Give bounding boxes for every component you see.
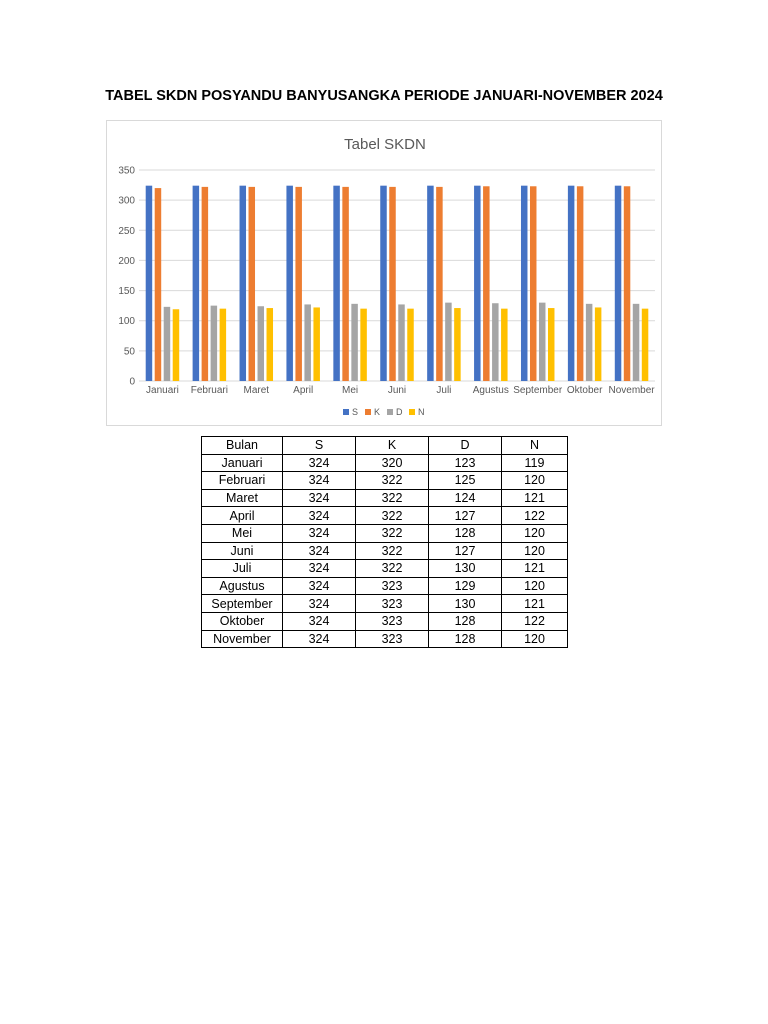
bar-k [483, 186, 490, 381]
table-header-row [202, 437, 568, 455]
table-cell: November [202, 630, 283, 648]
table-header-cell: Bulan [202, 437, 283, 455]
bar-k [295, 187, 302, 381]
table-cell: 324 [283, 507, 356, 525]
legend-label: S [352, 407, 359, 417]
x-tick-label: November [608, 385, 655, 396]
table-cell: 323 [356, 595, 429, 613]
table-cell: 120 [502, 524, 568, 542]
bar-k [530, 186, 537, 381]
table-cell: 130 [429, 560, 502, 578]
x-tick-label: Juni [387, 385, 407, 396]
bar-s [427, 186, 434, 381]
bar-s [474, 186, 481, 381]
table-cell: Februari [202, 472, 283, 490]
table-cell: 128 [429, 524, 502, 542]
x-tick-label: Agustus [472, 385, 509, 396]
table-cell: Maret [202, 489, 283, 507]
skdn-table [201, 436, 568, 648]
table-cell: Juni [202, 542, 283, 560]
table-cell: Juli [202, 560, 283, 578]
x-tick-label: April [293, 385, 314, 396]
table-cell: 322 [356, 542, 429, 560]
bar-d [633, 304, 640, 381]
table-cell: 323 [356, 577, 429, 595]
bar-d [492, 303, 499, 381]
table-cell: 324 [283, 454, 356, 472]
bar-n [407, 309, 414, 381]
table-cell: 322 [356, 524, 429, 542]
bar-d [539, 303, 546, 381]
table-row [202, 454, 568, 472]
x-tick-label: Juli [436, 385, 452, 396]
table-header-cell: N [502, 437, 568, 455]
table-cell: Januari [202, 454, 283, 472]
bar-n [501, 309, 508, 381]
bar-s [240, 186, 247, 381]
table-row [202, 560, 568, 578]
table-cell: 322 [356, 489, 429, 507]
bar-s [193, 186, 200, 381]
table-cell: April [202, 507, 283, 525]
table-cell: 322 [356, 472, 429, 490]
table-cell: 129 [429, 577, 502, 595]
table-cell: 120 [502, 577, 568, 595]
y-tick-label: 350 [118, 165, 135, 177]
table-row [202, 489, 568, 507]
bar-n [267, 308, 274, 381]
table-cell: Mei [202, 524, 283, 542]
bar-n [220, 309, 227, 381]
table-cell: 324 [283, 524, 356, 542]
bar-d [304, 304, 311, 381]
table-cell: 324 [283, 489, 356, 507]
y-tick-label: 0 [129, 376, 135, 388]
legend-label: D [396, 407, 403, 417]
bar-k [624, 186, 631, 381]
table-cell: 128 [429, 630, 502, 648]
table-cell: 122 [502, 612, 568, 630]
table-cell: 324 [283, 595, 356, 613]
legend-swatch [387, 409, 393, 415]
table-cell: September [202, 595, 283, 613]
bar-n [642, 309, 649, 381]
table-cell: 324 [283, 612, 356, 630]
y-tick-label: 100 [118, 316, 135, 328]
bar-s [333, 186, 340, 381]
table-header-cell: S [283, 437, 356, 455]
bar-n [360, 309, 367, 381]
bar-s [568, 186, 575, 381]
bar-k [389, 187, 396, 381]
table-cell: 127 [429, 507, 502, 525]
bar-s [615, 186, 622, 381]
table-cell: 121 [502, 595, 568, 613]
bar-k [202, 187, 209, 381]
table-cell: 120 [502, 542, 568, 560]
y-tick-label: 300 [118, 195, 135, 207]
table-cell: 324 [283, 630, 356, 648]
bar-n [173, 309, 180, 381]
table-row [202, 577, 568, 595]
table-row [202, 507, 568, 525]
bar-s [286, 186, 293, 381]
bar-n [313, 307, 320, 381]
table-cell: Agustus [202, 577, 283, 595]
y-tick-label: 150 [118, 286, 135, 298]
table-cell: 322 [356, 560, 429, 578]
bar-d [351, 304, 358, 381]
bar-k [249, 187, 256, 381]
table-row [202, 472, 568, 490]
bar-n [454, 308, 461, 381]
x-tick-label: Maret [243, 385, 270, 396]
legend-label: K [374, 407, 381, 417]
document-title: TABEL SKDN POSYANDU BANYUSANGKA PERIODE JANUARI-NOVEMBER 2024 [105, 88, 663, 104]
x-tick-label: Januari [146, 385, 179, 396]
table-row [202, 595, 568, 613]
bar-d [211, 306, 218, 381]
y-tick-label: 200 [118, 255, 135, 267]
legend-swatch [365, 409, 371, 415]
x-tick-label: Mei [342, 385, 359, 396]
bar-k [436, 187, 443, 381]
table-cell: 323 [356, 630, 429, 648]
bar-k [342, 187, 349, 381]
skdn-chart [106, 120, 662, 426]
x-tick-label: Februari [190, 385, 228, 396]
table-cell: 121 [502, 560, 568, 578]
table-cell: 324 [283, 577, 356, 595]
table-cell: 120 [502, 472, 568, 490]
legend-swatch [409, 409, 415, 415]
bar-k [577, 186, 584, 381]
bar-d [258, 306, 265, 381]
table-cell: 324 [283, 542, 356, 560]
table-cell: 127 [429, 542, 502, 560]
table-cell: 324 [283, 472, 356, 490]
bar-d [164, 307, 171, 381]
table-cell: 322 [356, 507, 429, 525]
bar-s [146, 186, 153, 381]
table-cell: 323 [356, 612, 429, 630]
bar-s [521, 186, 528, 381]
bar-n [548, 308, 555, 381]
y-tick-label: 50 [123, 346, 135, 358]
x-tick-label: Oktober [566, 385, 603, 396]
y-tick-label: 250 [118, 225, 135, 237]
legend-label: N [418, 407, 425, 417]
table-cell: 130 [429, 595, 502, 613]
table-cell: 123 [429, 454, 502, 472]
bar-k [155, 188, 162, 381]
table-header-cell: D [429, 437, 502, 455]
table-cell: 120 [502, 630, 568, 648]
table-cell: 125 [429, 472, 502, 490]
bar-d [398, 304, 405, 381]
table-header-cell: K [356, 437, 429, 455]
table-row [202, 524, 568, 542]
table-cell: 128 [429, 612, 502, 630]
bar-n [595, 307, 602, 381]
legend-swatch [343, 409, 349, 415]
chart-title: Tabel SKDN [344, 136, 426, 153]
table-row [202, 612, 568, 630]
table-cell: 324 [283, 560, 356, 578]
table-cell: 121 [502, 489, 568, 507]
table-cell: 320 [356, 454, 429, 472]
table-cell: Oktober [202, 612, 283, 630]
table-row [202, 542, 568, 560]
table-cell: 124 [429, 489, 502, 507]
bar-d [445, 303, 452, 381]
chart-svg [107, 121, 663, 427]
table-cell: 122 [502, 507, 568, 525]
table-cell: 119 [502, 454, 568, 472]
table-row [202, 630, 568, 648]
x-tick-label: September [513, 385, 563, 396]
bar-d [586, 304, 593, 381]
bar-s [380, 186, 387, 381]
